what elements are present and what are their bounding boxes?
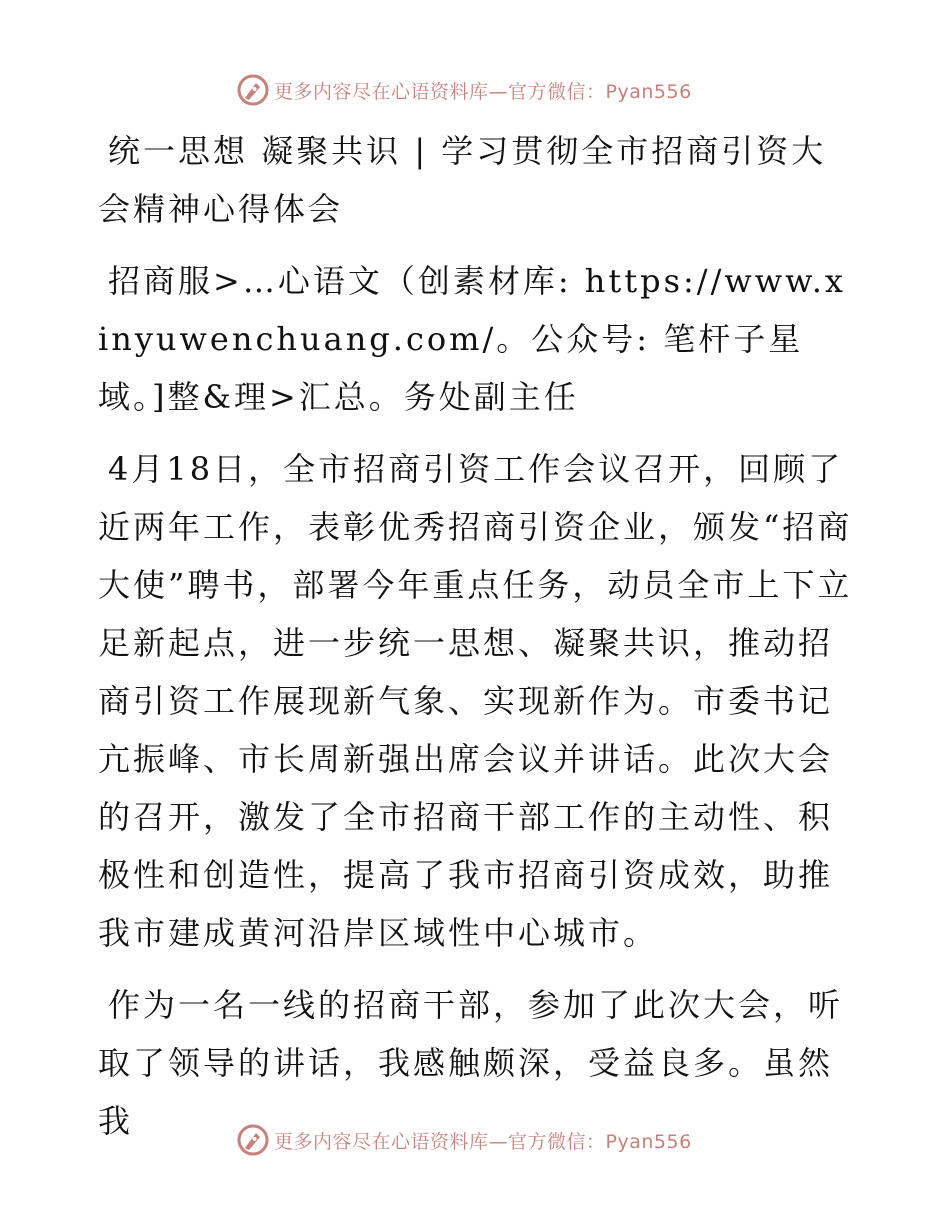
document-body bbox=[98, 122, 858, 1164]
paragraph-meeting-summary: 4月18日，全市招商引资工作会议召开，回顾了近两年工作，表彰优秀招商引资企业，颁发“招商大使”聘书，部署今年重点任务，动员全市上下立足新起点，进一步统一思想、凝聚共识，推动招商引资工作展现新气象、实现新作为。市委书记亢振峰、市长周新强出席会议并讲话。此次大会的召开，激发了全市招商干部工作的主动性、积极性和创造性，提高了我市招商引资成效，助推我市建成黄河沿岸区域性中心城市。 bbox=[98, 450, 853, 952]
footer-watermark bbox=[236, 1122, 692, 1158]
paragraph-reflection: 作为一名一线的招商干部，参加了此次大会，听取了领导的讲话，我感触颇深，受益良多。虽然我 bbox=[98, 986, 844, 1140]
pen-nib-circle-icon bbox=[236, 1123, 270, 1157]
document-title: 统一思想 凝聚共识 | 学习贯彻全市招商引资大会精神心得体会 bbox=[98, 132, 827, 228]
paragraph-source-note: 招商服>…心语文（创素材库: https://www.xinyuwenchuang.com/。公众号: 笔杆子星域。]整&理>汇总。务处副主任 bbox=[98, 262, 846, 416]
pen-nib-circle-icon bbox=[236, 73, 270, 107]
watermark-text: 更多内容尽在心语资料库—官方微信：Pyan556 bbox=[274, 80, 692, 103]
header-watermark bbox=[236, 72, 692, 108]
watermark-text: 更多内容尽在心语资料库—官方微信：Pyan556 bbox=[274, 1130, 692, 1153]
